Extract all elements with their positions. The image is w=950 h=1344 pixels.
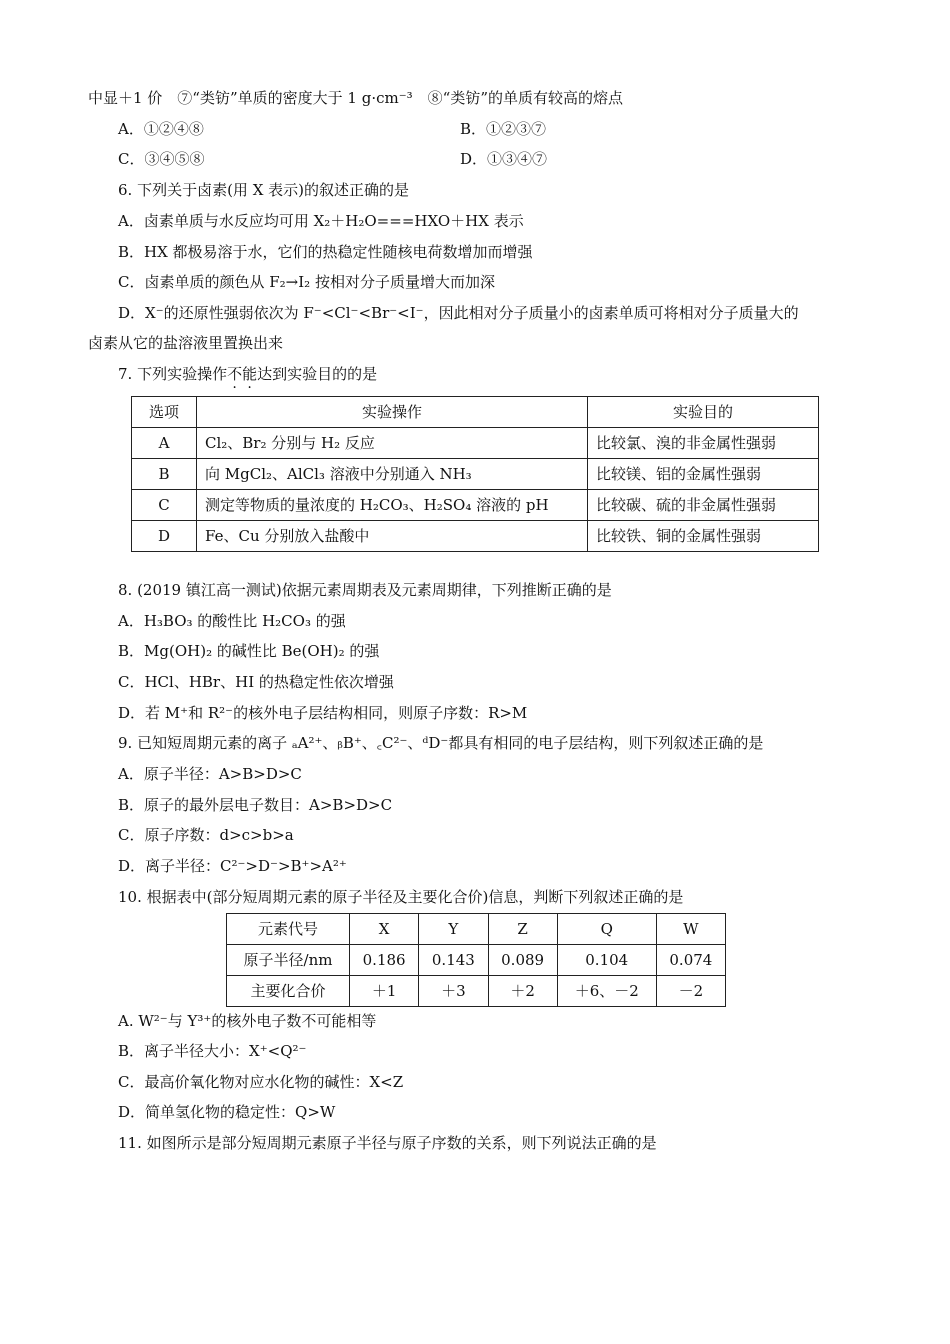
q9-option-c: C．原子序数：d>c>b>a bbox=[118, 826, 294, 844]
q5-tail-line: 中显＋1 价 ⑦“类钫”单质的密度大于 1 g·cm⁻³ ⑧“类钫”的单质有较高的熔点 bbox=[88, 89, 623, 107]
header-cell: 元素代号 bbox=[227, 914, 350, 945]
table-row bbox=[132, 459, 819, 490]
q8-option-b: B．Mg(OH)₂ 的碱性比 Be(OH)₂ 的强 bbox=[118, 642, 380, 660]
q9-option-d: D．离子半径：C²⁻>D⁻>B⁺>A²⁺ bbox=[118, 857, 347, 875]
table-cell: ＋6、－2 bbox=[557, 976, 656, 1007]
q6-stem: 6. 下列关于卤素(用 X 表示)的叙述正确的是 bbox=[118, 181, 410, 199]
q9-option-b: B．原子的最外层电子数目：A>B>D>C bbox=[118, 796, 393, 814]
table-cell: 0.089 bbox=[488, 945, 557, 976]
q6-option-a: A．卤素单质与水反应均可用 X₂＋H₂O===HXO＋HX 表示 bbox=[118, 212, 524, 230]
table-row bbox=[132, 490, 819, 521]
header-cell: Y bbox=[419, 914, 488, 945]
table-cell: 比较镁、铝的金属性强弱 bbox=[588, 459, 819, 490]
table-header-row bbox=[132, 397, 819, 428]
q7-stem-pre: 7. 下列实验操作 bbox=[118, 365, 228, 383]
q7-emphasis-bu: 不 bbox=[227, 365, 243, 383]
table-cell: ＋1 bbox=[350, 976, 419, 1007]
q8-option-d: D．若 M⁺和 R²⁻的核外电子层结构相同，则原子序数：R>M bbox=[118, 704, 528, 722]
table-cell: 主要化合价 bbox=[227, 976, 350, 1007]
header-cell: X bbox=[350, 914, 419, 945]
table-cell: C bbox=[132, 490, 197, 521]
q7-emphasis-neng: 能 bbox=[242, 365, 258, 383]
q11-stem: 11. 如图所示是部分短周期元素原子半径与原子序数的关系，则下列说法正确的是 bbox=[118, 1134, 657, 1152]
q9-option-a: A．原子半径：A>B>D>C bbox=[118, 765, 302, 783]
table-header-row bbox=[227, 914, 726, 945]
q10-option-c: C．最高价氧化物对应水化物的碱性：X<Z bbox=[118, 1073, 404, 1091]
table-row bbox=[227, 976, 726, 1007]
table-cell: ＋2 bbox=[488, 976, 557, 1007]
q7-table bbox=[131, 396, 819, 552]
table-cell: 0.074 bbox=[656, 945, 725, 976]
table-row bbox=[227, 945, 726, 976]
table-cell: 向 MgCl₂、AlCl₃ 溶液中分别通入 NH₃ bbox=[197, 459, 588, 490]
table-row bbox=[132, 521, 819, 552]
header-cell: Q bbox=[557, 914, 656, 945]
table-cell: Fe、Cu 分别放入盐酸中 bbox=[197, 521, 588, 552]
table-cell: 测定等物质的量浓度的 H₂CO₃、H₂SO₄ 溶液的 pH bbox=[197, 490, 588, 521]
q5-option-a: A．①②④⑧ bbox=[118, 120, 204, 138]
q6-option-c: C．卤素单质的颜色从 F₂→I₂ 按相对分子质量增大而加深 bbox=[118, 273, 495, 291]
q6-option-b: B．HX 都极易溶于水，它们的热稳定性随核电荷数增加而增强 bbox=[118, 243, 533, 261]
q10-option-b: B．离子半径大小：X⁺<Q²⁻ bbox=[118, 1042, 307, 1060]
header-cell: 实验目的 bbox=[588, 397, 819, 428]
header-cell: Z bbox=[488, 914, 557, 945]
table-cell: 0.186 bbox=[350, 945, 419, 976]
q6-option-d-line2: 卤素从它的盐溶液里置换出来 bbox=[88, 334, 284, 352]
table-cell: B bbox=[132, 459, 197, 490]
table-cell: 比较氯、溴的非金属性强弱 bbox=[588, 428, 819, 459]
table-cell: 比较碳、硫的非金属性强弱 bbox=[588, 490, 819, 521]
table-cell: Cl₂、Br₂ 分别与 H₂ 反应 bbox=[197, 428, 588, 459]
q8-option-a: A．H₃BO₃ 的酸性比 H₂CO₃ 的强 bbox=[118, 612, 346, 630]
q8-option-c: C．HCl、HBr、HI 的热稳定性依次增强 bbox=[118, 673, 394, 691]
header-cell: 选项 bbox=[132, 397, 197, 428]
q7-stem bbox=[118, 363, 377, 385]
table-cell: 0.104 bbox=[557, 945, 656, 976]
table-cell: A bbox=[132, 428, 197, 459]
q10-table bbox=[226, 913, 726, 1007]
table-cell: 原子半径/nm bbox=[227, 945, 350, 976]
table-cell: D bbox=[132, 521, 197, 552]
table-cell: 比较铁、铜的金属性强弱 bbox=[588, 521, 819, 552]
q9-stem: 9. 已知短周期元素的离子 ₐA²⁺、ᵦB⁺、꜀C²⁻、ᵈD⁻都具有相同的电子层结构，则下列叙述正确的是 bbox=[118, 734, 764, 752]
table-row bbox=[132, 428, 819, 459]
q5-option-c: C．③④⑤⑧ bbox=[118, 150, 205, 168]
q10-option-d: D．简单氢化物的稳定性：Q>W bbox=[118, 1103, 336, 1121]
q8-stem: 8. (2019 镇江高一测试)依据元素周期表及元素周期律，下列推断正确的是 bbox=[118, 581, 612, 599]
header-cell: W bbox=[656, 914, 725, 945]
q7-stem-post: 达到实验目的的是 bbox=[257, 365, 378, 383]
q5-option-d: D．①③④⑦ bbox=[460, 150, 548, 168]
header-cell: 实验操作 bbox=[197, 397, 588, 428]
q10-stem: 10. 根据表中(部分短周期元素的原子半径及主要化合价)信息，判断下列叙述正确的是 bbox=[118, 888, 684, 906]
table-cell: 0.143 bbox=[419, 945, 488, 976]
q5-option-b: B．①②③⑦ bbox=[460, 120, 547, 138]
q6-option-d-line1: D．X⁻的还原性强弱依次为 F⁻<Cl⁻<Br⁻<I⁻，因此相对分子质量小的卤素单质可将相对分子质量大的 bbox=[118, 304, 799, 322]
table-cell: ＋3 bbox=[419, 976, 488, 1007]
table-cell: －2 bbox=[656, 976, 725, 1007]
q10-option-a: A. W²⁻与 Y³⁺的核外电子数不可能相等 bbox=[118, 1012, 377, 1030]
